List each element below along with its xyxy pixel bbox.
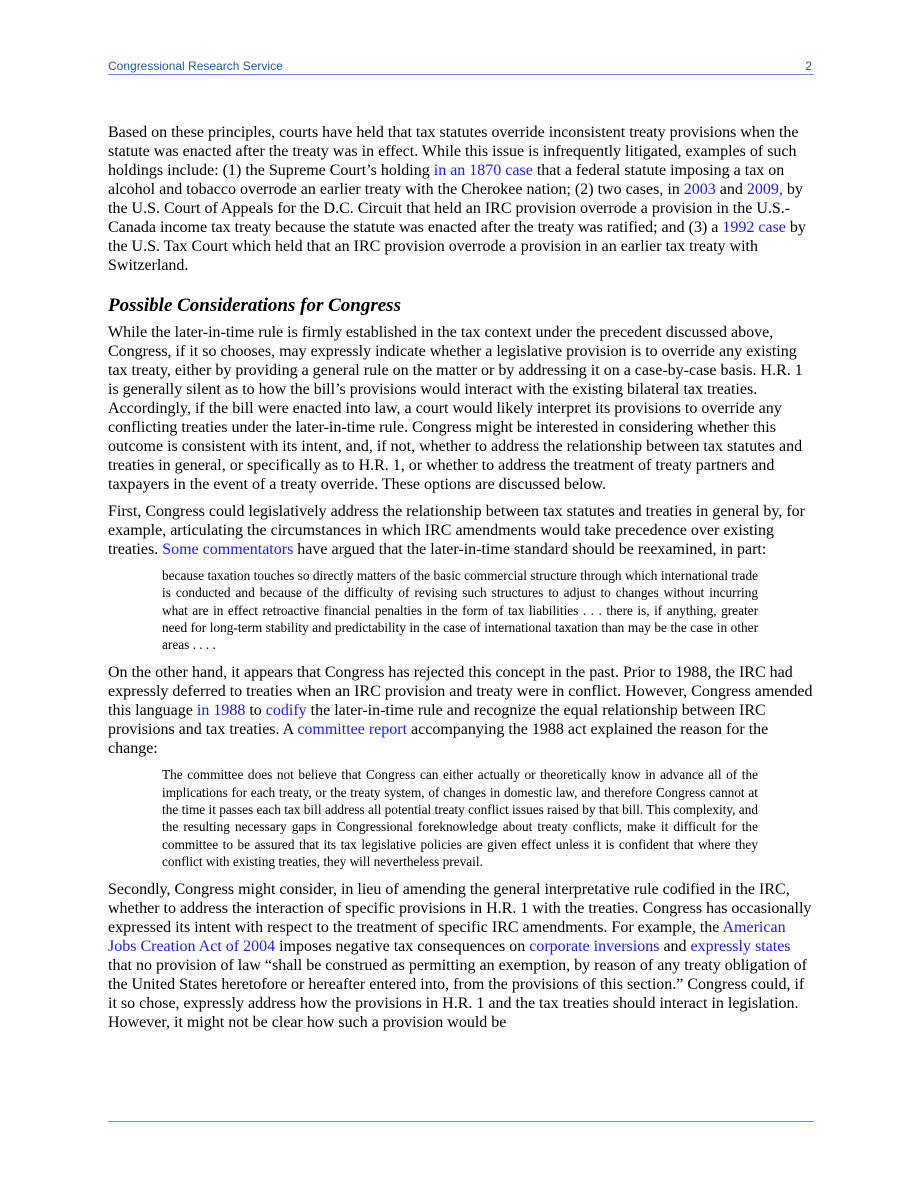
paragraph-second-option <box>108 880 814 1032</box>
text-segment: On the other hand, it appears that Congress has rejected this concept in the past. Prior to 1988, the IRC had expressly deferred to treaties when an IRC provision and treaty were in conflict. However, Congress amended this language <box>108 664 813 720</box>
text-segment: to <box>245 702 266 720</box>
text-segment: that a federal statute imposing a tax on alcohol and tobacco overrode an earlier treaty with the Cherokee nation; (2) two cases, in <box>108 162 785 198</box>
link-1992-case[interactable]: 1992 case <box>722 219 786 236</box>
text-segment: have argued that the later-in-time standard should be reexamined, in part: <box>293 541 767 558</box>
text-segment: imposes negative tax consequences on <box>275 938 530 956</box>
paragraph-later-in-time-rule: While the later-in-time rule is firmly established in the tax context under the precedent discussed above, Congress, if it so chooses, may expressly indicate whether a legislative provision is to override any existing tax treaty, either by providing a general rule on the matter or by addressing it on a case-by-case basis. H.R. 1 is generally silent as to how the bill’s provisions would interact with the existing bilateral tax treaties. Accordingly, if the bill were enacted into law, a court would likely interpret its provisions to override any conflicting treaties under the later-in-time rule. Congress might be interested in considering whether this outcome is consistent with its intent, and, if not, whether to address the relationship between tax statutes and treaties in general, or specifically as to H.R. 1, or whether to address the treatment of treaty partners and taxpayers in the event of a treaty override. These options are discussed below. <box>108 324 803 493</box>
link-1870-case[interactable]: in an 1870 case <box>433 162 533 179</box>
text-segment: that no provision of law “shall be construed as permitting an exemption, by reason of any treaty obligation of the United States heretofore or hereafter entered into, from the provisions of this section.” Congress could, if it so chose, expressly address how the provisions in H.R. 1 and the tax treaties should interact in legislation. However, it might not be clear how such a provision would be <box>108 957 807 1032</box>
text-segment: First, Congress could legislatively address the relationship between tax statutes and treaties in general by, for example, articulating the circumstances in which IRC amendments would take precedence over existing treaties. <box>108 503 805 558</box>
footer-rule <box>108 1121 814 1122</box>
link-in-1988[interactable]: in 1988 <box>196 702 246 720</box>
section-heading: Possible Considerations for Congress <box>108 295 401 316</box>
link-some-commentators[interactable]: Some commentators <box>162 541 294 558</box>
link-codify[interactable]: codify <box>265 702 307 720</box>
header-organization: Congressional Research Service <box>108 59 283 73</box>
text-segment: accompanying the 1988 act explained the reason for the change: <box>108 721 769 758</box>
page-number: 2 <box>805 59 812 73</box>
link-committee-report[interactable]: committee report <box>297 721 408 739</box>
header-rule <box>108 74 814 75</box>
document-body <box>108 123 814 1040</box>
link-american-jobs-creation-act[interactable]: American Jobs Creation Act of 2004 <box>108 919 786 956</box>
block-quote-commentators: because taxation touches so directly matters of the basic commercial structure through which international trade is conducted and because of the difficulty of revising such structures to adjust to changes without incurring what are in effect retroactive financial penalties in the form of tax liabilities . . . there is, if anything, greater need for long-term stability and predictability in the case of international taxation than may be the case in other areas . . . . <box>162 568 758 653</box>
text-segment: and <box>715 181 747 198</box>
text-segment: Based on these principles, courts have held that tax statutes override inconsistent treaty provisions when the statute was enacted after the treaty was in effect. While this issue is infrequently litigated, examples of such holdings include: (1) the Supreme Court’s holding <box>108 124 799 179</box>
paragraph-court-holdings <box>108 123 814 275</box>
text-segment: the later-in-time rule and recognize the equal relationship between IRC provisions and tax treaties. A <box>108 702 766 739</box>
link-2003-case[interactable]: 2003 <box>683 181 716 198</box>
text-segment: by the U.S. Court of Appeals for the D.C. Circuit that held an IRC provision overrode a provision in the U.S.-Canada income tax treaty because the statute was enacted after the treaty was ratified; and (3) a <box>108 181 803 236</box>
text-segment: and <box>659 938 691 956</box>
paragraph-first-option <box>108 502 814 559</box>
block-quote-committee: The committee does not believe that Congress can either actually or theoretically know in advance all of the implications for each treaty, or the treaty system, of changes in domestic law, and therefore Congress cannot at the time it passes each tax bill address all potential treaty conflict issues raised by that bill. This complexity, and the resulting necessary gaps in Congressional foreknowledge about treaty conflicts, make it difficult for the committee to be assured that its tax legislative policies are given effect unless it is confident that where they conflict with existing treaties, they will nevertheless prevail. <box>162 767 758 869</box>
paragraph-congress-rejected <box>108 663 814 758</box>
link-corporate-inversions[interactable]: corporate inversions <box>529 938 660 956</box>
text-segment: by the U.S. Tax Court which held that an IRC provision overrode a provision in an earlier tax treaty with Switzerland. <box>108 219 806 274</box>
text-segment: Secondly, Congress might consider, in lieu of amending the general interpretative rule codified in the IRC, whether to address the interaction of specific provisions in H.R. 1 with the treaties. Congress has occasionally expressed its intent with respect to the treatment of specific IRC amendments. For example, the <box>108 881 812 937</box>
link-expressly-states[interactable]: expressly states <box>690 938 791 956</box>
page-header <box>108 59 814 75</box>
link-2009-case[interactable]: 2009, <box>746 181 783 198</box>
